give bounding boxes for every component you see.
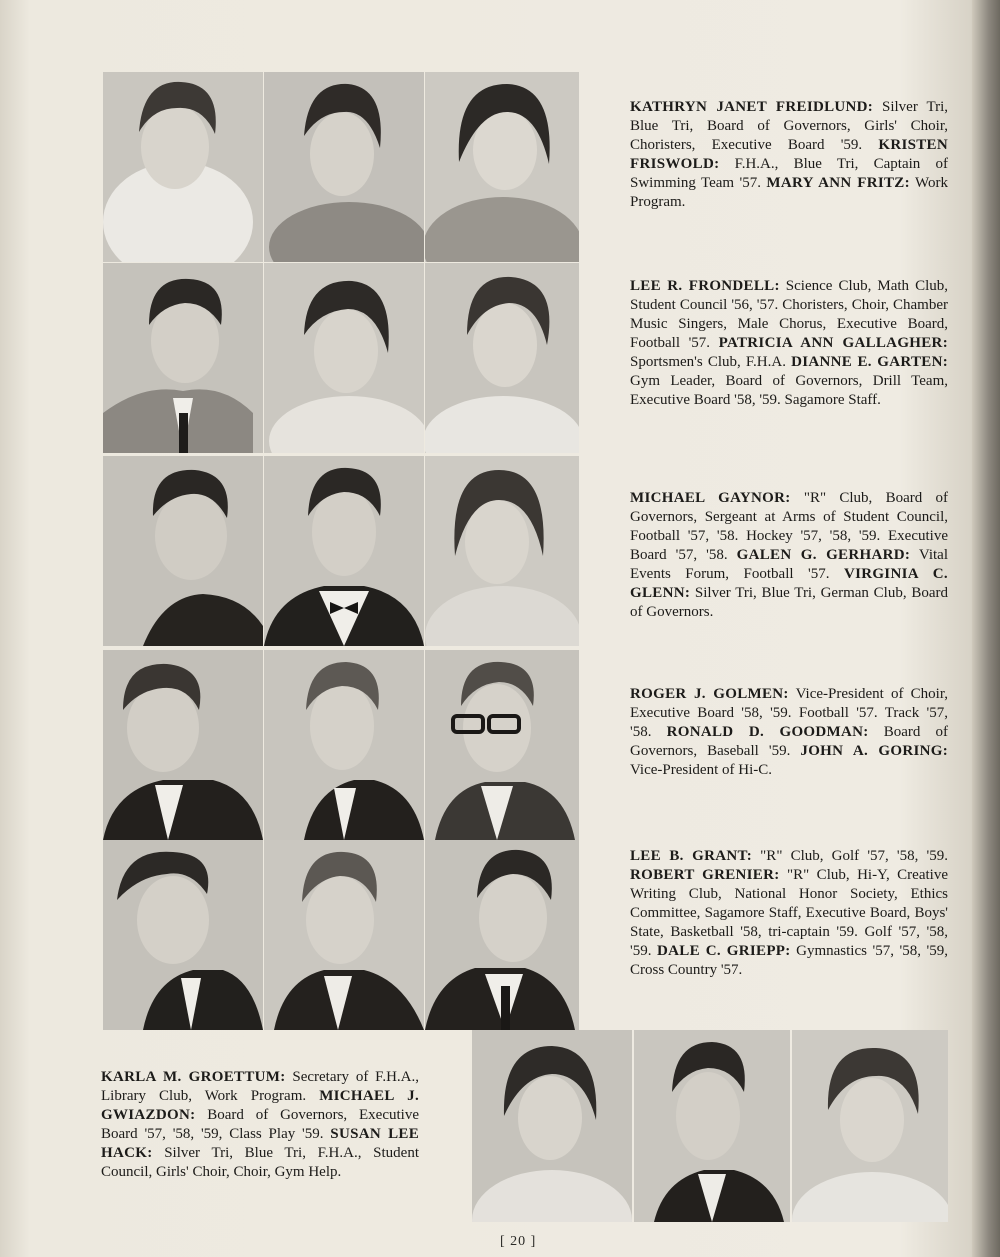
student-activities: Work Program. [630,175,948,210]
student-name: MICHAEL GAYNOR: [630,490,791,506]
student-name: MICHAEL J. GWIAZDON: [101,1088,419,1123]
student-activities: F.H.A., Blue Tri, Captain of Swimming Team '57. [630,156,948,191]
student-name: JOHN A. GORING: [800,743,948,759]
student-name: DIANNE E. GARTEN: [791,354,949,370]
portrait-photo [792,1030,948,1222]
student-activities: Gym Leader, Board of Governors, Drill Team, Executive Board '58, '59. Sagamore Staff. [630,373,948,408]
portrait-photo [425,263,579,453]
student-activities: Vice-President of Hi-C. [630,762,772,778]
portrait-photo [264,456,424,646]
student-activities: Board of Governors, Executive Board '57, '58, '59, Class Play '59. [101,1107,419,1142]
student-activities: Sportsmen's Club, F.H.A. [630,354,792,370]
book-spine [972,0,1000,1257]
student-name: LEE B. GRANT: [630,848,753,864]
student-activities: "R" Club, Golf '57, '58, '59. [752,848,948,864]
student-activities: Science Club, Math Club, Student Council '56, '57. Choristers, Choir, Chamber Music Singers, Male Chorus, Executive Board, Football '57. [630,278,949,351]
student-bio-block [630,277,948,410]
student-name: SUSAN LEE HACK: [101,1126,420,1161]
page-number: [ 20 ] [500,1234,537,1249]
student-activities: Silver Tri, Blue Tri, F.H.A., Student Council, Girls' Choir, Choir, Gym Help. [101,1145,419,1180]
student-activities: Vital Events Forum, Football '57. [630,547,948,582]
portrait-photo [634,1030,790,1222]
portrait-photo [425,456,579,646]
portrait-photo [425,72,579,262]
student-name: LEE R. FRONDELL: [630,278,780,294]
portrait-photo [472,1030,632,1222]
portrait-photo [103,840,263,1030]
student-name: KATHRYN JANET FREIDLUND: [630,99,874,115]
portrait-photo [264,72,424,262]
student-name: DALE C. GRIEPP: [657,943,791,959]
student-activities: Silver Tri, Blue Tri, Board of Governors, Girls' Choir, Choristers, Executive Board '59. [630,99,948,153]
student-activities: Vice-President of Choir, Executive Board '58, '59. Football '57. Track '57, '58. [630,686,948,740]
portrait-photo [264,840,424,1030]
student-name: KARLA M. GROETTUM: [101,1069,286,1085]
student-bio-block [630,98,948,212]
student-name: RONALD D. GOODMAN: [666,724,869,740]
student-bio-block [630,685,948,780]
student-bio-block [630,847,948,980]
student-activities: Board of Governors, Baseball '59. [630,724,949,759]
portrait-photo [425,840,579,1030]
student-name: GALEN G. GERHARD: [736,547,911,563]
student-name: MARY ANN FRITZ: [766,175,910,191]
portrait-photo [103,456,263,646]
portrait-photo [103,72,263,262]
student-name: ROGER J. GOLMEN: [630,686,789,702]
student-bio-block [630,489,948,622]
portrait-photo [103,263,263,453]
portrait-photo [425,650,579,840]
student-activities: "R" Club, Hi-Y, Creative Writing Club, National Honor Society, Ethics Committee, Sagamore Staff, Executive Board, Boys' State, Basketball '58, tri-captain '59. Golf '57, '58, '59. [630,867,948,959]
student-name: ROBERT GRENIER: [630,867,780,883]
student-activities: Secretary of F.H.A., Library Club, Work Program. [101,1069,419,1104]
portrait-photo [264,650,424,840]
student-name: KRISTEN FRISWOLD: [630,137,948,172]
student-name: VIRGINIA C. GLENN: [630,566,948,601]
student-name: PATRICIA ANN GALLAGHER: [718,335,948,351]
student-activities: Gymnastics '57, '58, '59, Cross Country '57. [630,943,948,978]
portrait-photo [264,263,424,453]
portrait-photo [103,650,263,840]
student-bio-block [101,1068,419,1182]
student-activities: Silver Tri, Blue Tri, German Club, Board of Governors. [630,585,948,620]
student-activities: "R" Club, Board of Governors, Sergeant at Arms of Student Council, Football '57, '58. Hockey '57, '58, '59. Executive Board '57, '58. [630,490,949,563]
